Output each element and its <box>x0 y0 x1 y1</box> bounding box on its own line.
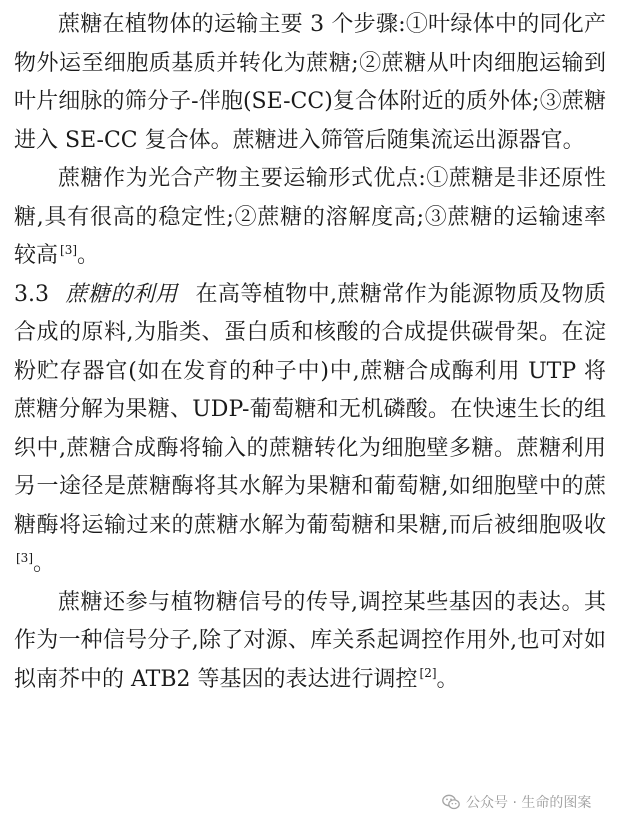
document-body <box>14 6 606 699</box>
sentence-end: 。 <box>33 551 56 576</box>
watermark-text: 公众号 · 生命的图案 <box>466 795 592 811</box>
paragraph-text: 蔗糖还参与植物糖信号的传导,调控某些基因的表达。其作为一种信号分子,除了对源、库关系起调控作用外,也可对如拟南芥中的 ATB2 等基因的表达进行调控 <box>14 589 606 692</box>
wechat-icon <box>442 794 460 810</box>
section-text: 在高等植物中,蔗糖常作为能源物质及物质合成的原料,为脂类、蛋白质和核酸的合成提供碳骨架。在淀粉贮存器官(如在发育的种子中)中,蔗糖合成酶利用 UTP 将蔗糖分解为果糖、UDP-葡萄糖和无机磷酸。在快速生长的组织中,蔗糖合成酶将输入的蔗糖转化为细胞壁多糖。蔗糖利用另一途径是蔗糖酶将其水解为果糖和葡萄糖,如细胞壁中的蔗糖酶将运输过来的蔗糖水解为葡萄糖和果糖,而后被细胞吸收 <box>14 281 606 538</box>
sentence-end: 。 <box>77 243 100 268</box>
citation-ref: [3] <box>16 550 33 565</box>
paragraph-transport-advantages <box>14 160 606 276</box>
section-3-3 <box>14 276 606 584</box>
section-number: 3.3 <box>14 281 49 307</box>
paragraph-signaling <box>14 584 606 700</box>
paragraph-text: 蔗糖作为光合产物主要运输形式优点:①蔗糖是非还原性糖,具有很高的稳定性;②蔗糖的溶解度高;③蔗糖的运输速率较高 <box>14 166 606 268</box>
paragraph-transport-steps: 蔗糖在植物体的运输主要 3 个步骤:①叶绿体中的同化产物外运至细胞质基质并转化为蔗糖;②蔗糖从叶肉细胞运输到叶片细脉的筛分子-伴胞(SE-CC)复合体附近的质外体;③蔗糖进入 SE-CC 复合体。蔗糖进入筛管后随集流运出源器官。 <box>14 12 606 153</box>
watermark <box>442 791 591 813</box>
citation-ref: [2] <box>419 666 437 681</box>
section-title: 蔗糖的利用 <box>65 281 178 307</box>
sentence-end: 。 <box>436 666 459 692</box>
citation-ref: [3] <box>60 242 78 257</box>
